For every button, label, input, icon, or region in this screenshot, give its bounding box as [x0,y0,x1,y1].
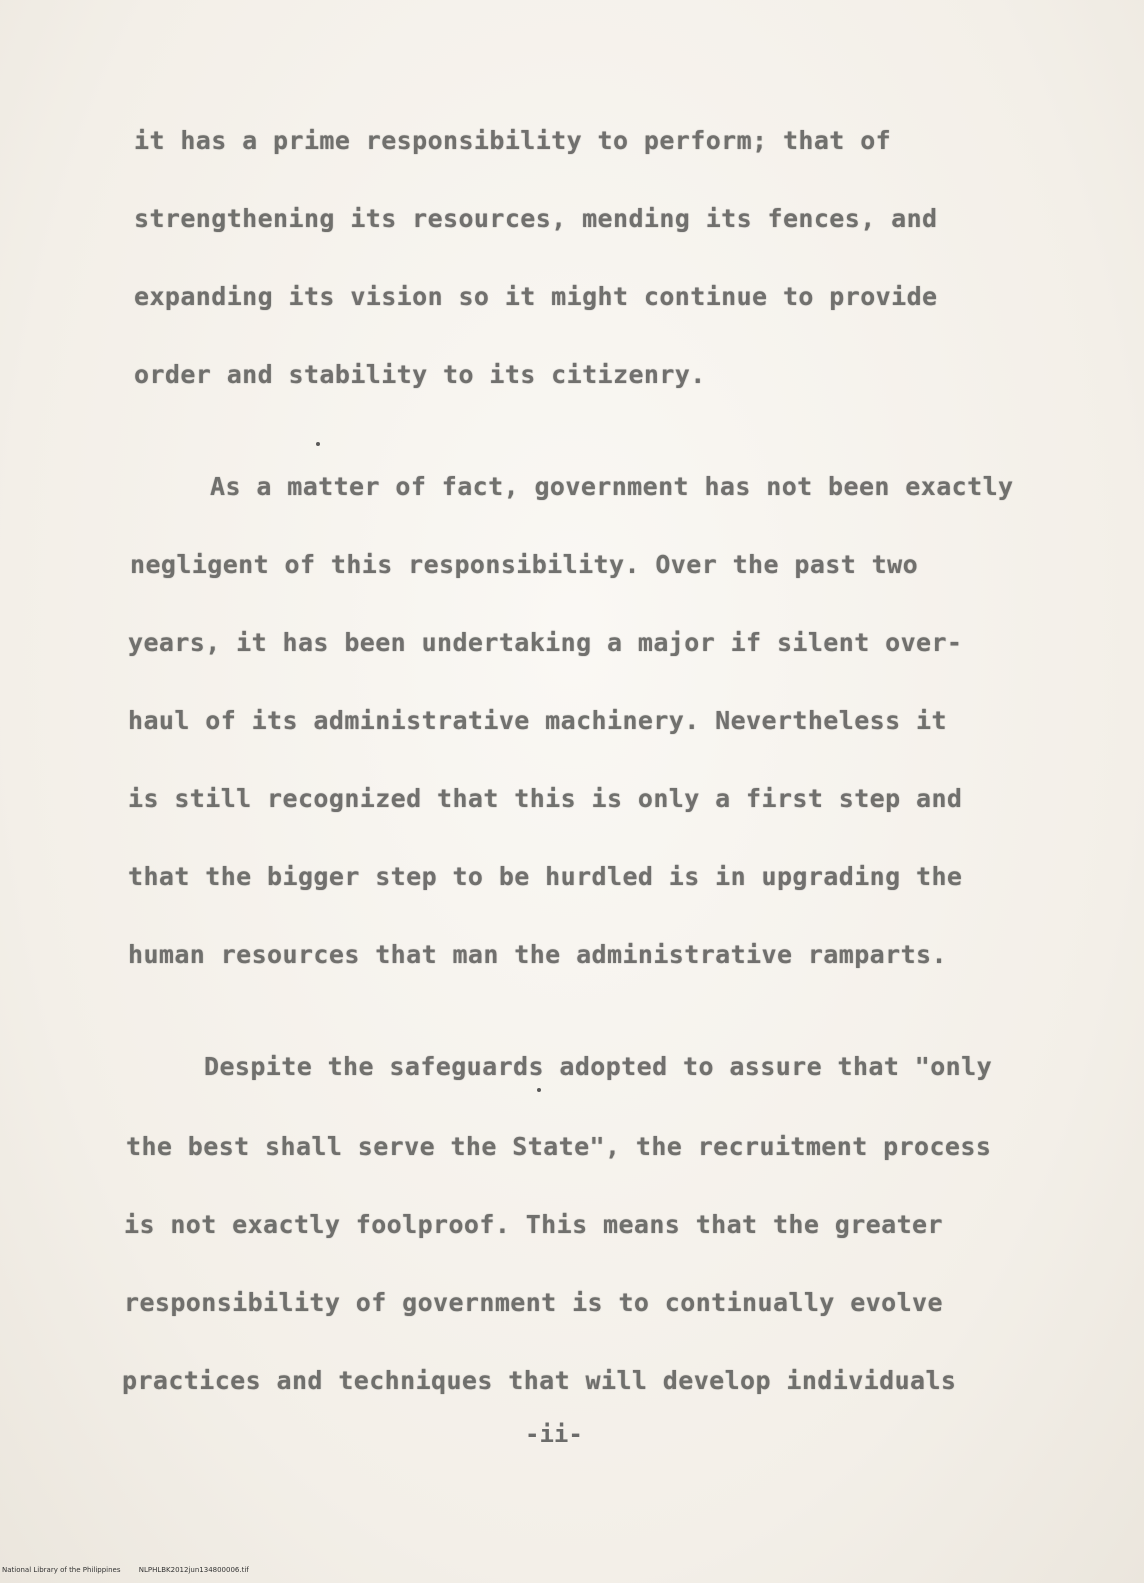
text-line: As a matter of fact, government has not been exactly [210,472,1014,501]
text-line: expanding its vision so it might continue to provide [134,282,938,311]
scan-filename: NLPHLBK2012jun134800006.tif [138,1566,249,1574]
scan-footer [2,1566,265,1574]
text-line: practices and techniques that will develop individuals [122,1366,957,1395]
text-line: strengthening its resources, mending its fences, and [134,204,938,233]
ink-speck [316,442,320,446]
library-credit: National Library of the Philippines [2,1566,121,1574]
text-line: human resources that man the administrative ramparts. [128,940,947,969]
text-line: negligent of this responsibility. Over the past two [130,550,919,579]
text-line: order and stability to its citizenry. [134,360,706,389]
text-line: years, it has been undertaking a major if silent over- [128,628,963,657]
text-line: Despite the safeguards adopted to assure that "only [204,1052,993,1081]
ink-speck [537,1088,541,1092]
text-line: it has a prime responsibility to perform; that of [134,126,892,155]
text-line: the best shall serve the State", the recruitment process [126,1132,992,1161]
text-line: responsibility of government is to continually evolve [124,1288,943,1317]
text-line: haul of its administrative machinery. Nevertheless it [128,706,947,735]
text-line: is still recognized that this is only a first step and [128,784,963,813]
text-line: that the bigger step to be hurdled is in upgrading the [128,862,963,891]
text-line: is not exactly foolproof. This means that the greater [124,1210,943,1239]
page-number: -ii- [525,1420,583,1448]
